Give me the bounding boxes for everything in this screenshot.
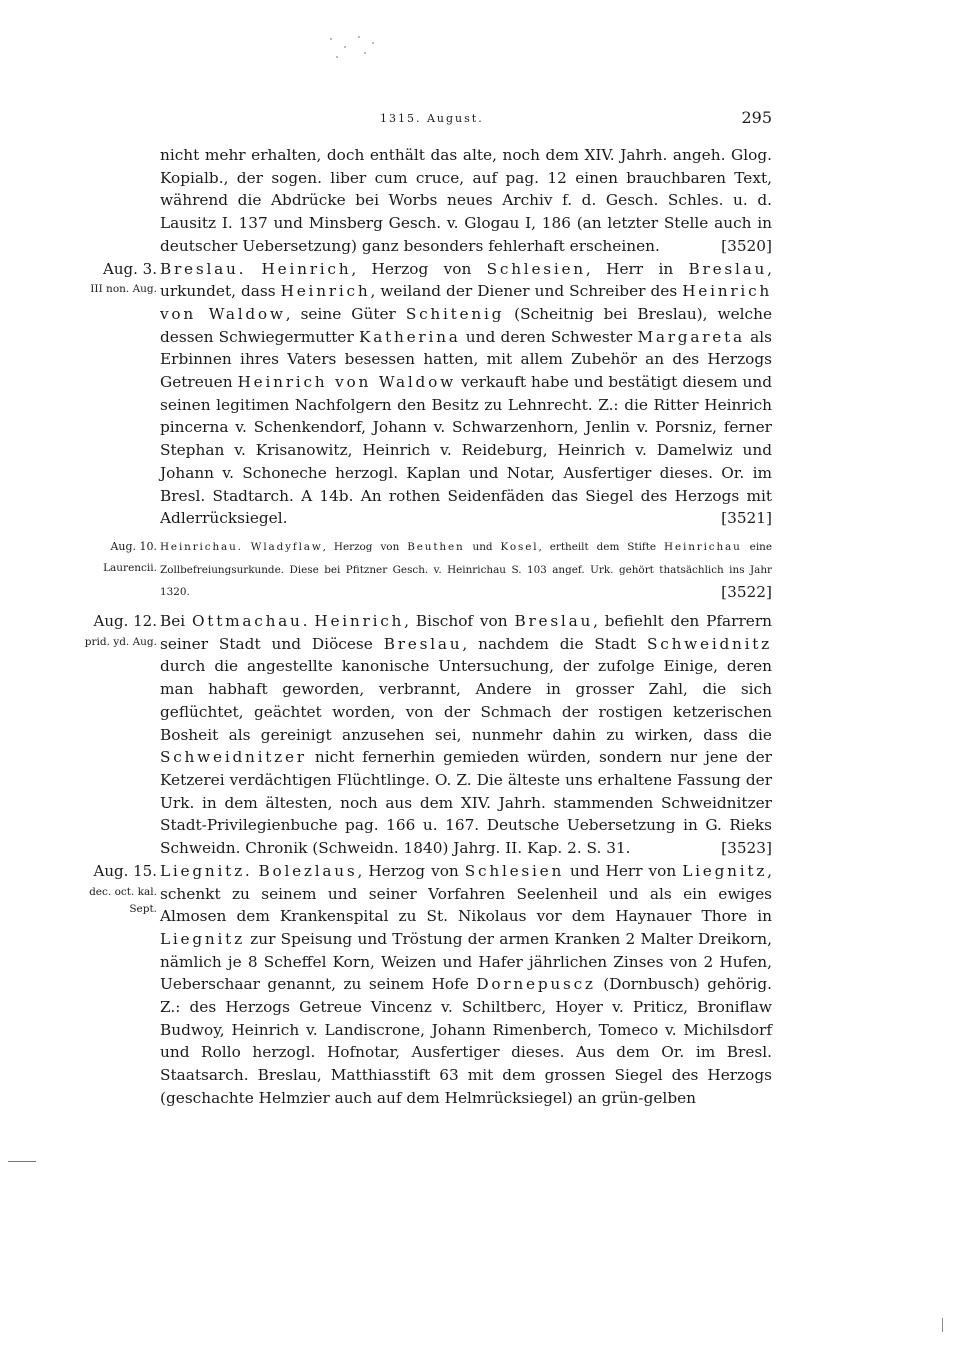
entry-number: [3521] [721,509,772,528]
margin-date [71,536,157,578]
page-number: 295 [741,108,772,127]
margin-date [71,610,157,652]
entry-3524 [89,860,773,1110]
entry-number: [3520] [721,236,772,255]
date-label: Aug. 3. [103,259,157,278]
running-title: 1315. August. [380,112,484,125]
date-sub-label: III non. Aug. [90,283,157,296]
margin-date [71,258,157,300]
scan-mark-right [942,1318,943,1332]
date-sub-label: dec. oct. kal. [89,885,157,898]
entry-3520-continuation [160,144,772,258]
place-name: Ottmachau [192,612,303,631]
entry-number: [3522] [721,583,772,602]
entry-number: [3523] [721,839,772,858]
date-label: Aug. 10. [110,539,157,553]
entry-text: Liegnitz. Bolezlaus, Herzog von Schlesien und Herr von Liegnitz, schenkt zu seinem und seiner Vorfahren Seelenheil und als ein ewiges Almosen dem Krankenspital zu St. Nikolaus vor dem Haynauer Thore in Liegnitz zur Speisung und Tröstung der armen Kranken 2 Malter Dreikorn, nämlich je 8 Scheffel Korn, Weizen und Hafer jährlichen Zinses von 2 Hufen, Ueberschaar genannt, zu seinem Hofe Dornepuscz (Dornbusch) gehörig. Z.: des Herzogs Getreue Vincenz v. Schiltberc, Hoyer v. Priticz, Broniflaw Budwoy, Heinrich v. Landiscrone, Johann Rimenberch, Tomeco v. Michilsdorf und Rollo herzogl. Hofnotar, Ausfertiger dieses. Aus dem Or. im Bresl. Staatsarch. Breslau, Matthiasstift 63 mit dem grossen Siegel des Herzogs (geschachte Helmzier auch auf dem Helmrücksiegel) an grün-gelben [160,861,773,1107]
date-sub-label: prid. yd. Aug. [84,635,157,648]
place-name: Breslau. [160,259,247,278]
entry-text: Bei Ottmachau. Heinrich, Bischof von Breslau, befiehlt den Pfarrern seiner Stadt und Diöcese Breslau, nachdem die Stadt Schweidnitz durch die angestellte kanonische Untersuchung, der zufolge Einige, deren man habhaft geworden, verbrannt, Andere in grosser Zahl, die sich geflüchtet, geächtet worden, von der Schmach der rostigen ketzerischen Bosheit als gereinigt anzusehen sei, nunmehr dahin zu wirken, dass die Schweidnitzer nicht fernerhin gemieden würden, sondern nur jene der Ketzerei verdächtigen Flüchtlinge. O. Z. Die älteste uns erhaltene Fassung der Urk. in dem ältesten, noch aus dem XIV. Jahrh. stammenden Schweidnitzer Stadt-Privilegienbuche pag. 166 u. 167. Deutsche Uebersetzung in G. Rieks Schweidn. Chronik (Schweidn. 1840) Jahrg. II. Kap. 2. S. 31. [3523] [160,610,772,860]
entry-text: Breslau. Heinrich, Herzog von Schlesien, Herr in Breslau, urkundet, dass Heinrich, weiland der Diener und Schreiber des Heinrich von Waldow, seine Güter Schitenig (Scheitnig bei Breslau), welche dessen Schwiegermutter Katherina und deren Schwester Margareta als Erbinnen ihres Vaters besessen hatten, mit allem Zubehör an des Herzogs Getreuen Heinrich von Waldow verkauft habe und bestätigt diesem und seinen legitimen Nachfolgern den Besitz zu Lehnrecht. Z.: die Ritter Heinrich pincerna v. Schenkendorf, Johann v. Schwarzenhorn, Jenlin v. Porsniz, ferner Stephan v. Krisanowitz, Heinrich v. Reideburg, Heinrich v. Damelwiz und Johann v. Schoneche herzogl. Kaplan und Notar, Ausfertiger dieses. Or. im Bresl. Stadtarch. A 14b. An rothen Seidenfäden das Siegel des Herzogs mit Adlerrücksiegel. [3521] [160,258,772,530]
place-name: Liegnitz. [160,861,253,880]
date-label: Aug. 15. [93,861,157,880]
entry-3522 [103,536,772,604]
date-sub-label-2: Sept. [129,902,157,915]
entry-3523 [84,610,772,860]
running-header [160,108,772,132]
date-label: Aug. 12. [93,612,157,631]
scan-mark-left [8,1161,36,1162]
margin-date [71,860,157,916]
entry-text: nicht mehr erhalten, doch enthält das alte, noch dem XIV. Jahrh. angeh. Glog. Kopialb., der sogen. liber cum cruce, auf pag. 12 einen brauchbaren Text, während die Abdrücke bei Worbs neues Archiv f. d. Gesch. Schles. u. d. Lausitz I. 137 und Minsberg Gesch. v. Glogau I, 186 (an letzter Stelle auch in deutscher Uebersetzung) ganz besonders fehlerhaft erscheinen. [3520] [160,144,772,258]
entry-text: Heinrichau. Wladyflaw, Herzog von Beuthen und Kosel, ertheilt dem Stifte Heinrichau eine Zollbefreiungsurkunde. Diese bei Pfitzner Gesch. v. Heinrichau S. 103 angef. Urk. gehört thatsächlich ins Jahr 1320. [3522] [160,536,772,604]
place-name: Heinrichau. [160,540,243,553]
scan-specks [320,34,380,64]
page-body [84,144,773,1110]
date-sub-label: Laurencii. [103,561,157,574]
entry-3521 [90,258,773,530]
